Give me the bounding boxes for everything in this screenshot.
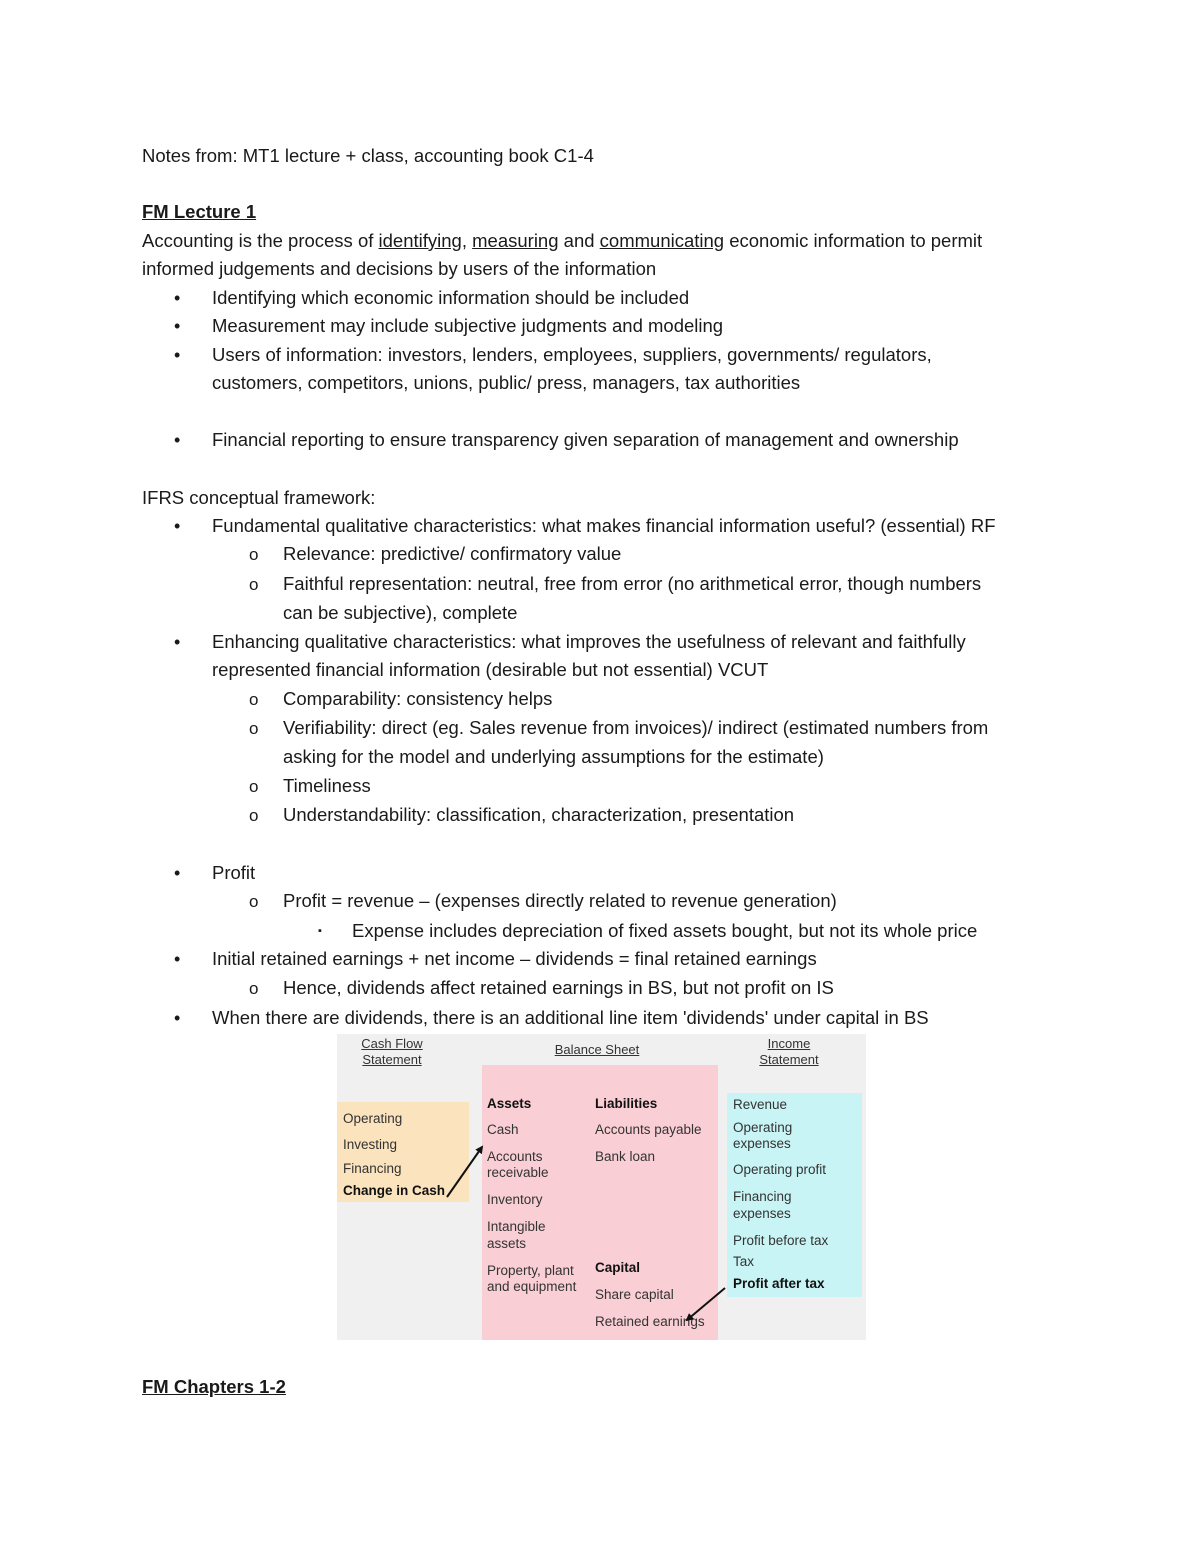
intro-separator: and xyxy=(558,230,600,251)
bullet-square: ▪ xyxy=(318,925,322,937)
bullet-dot: • xyxy=(174,516,181,536)
income-item: Profit before tax xyxy=(733,1233,829,1248)
bullet-dot: • xyxy=(174,632,181,652)
bullet-circle: o xyxy=(249,719,259,738)
bullet-dot: • xyxy=(174,1008,181,1028)
liability-item: Bank loan xyxy=(595,1149,656,1164)
bullet-circle: o xyxy=(249,690,259,709)
cash-link-arrow xyxy=(447,1147,482,1197)
retained-earnings-link-arrow xyxy=(687,1288,725,1320)
cash-flow-item: Operating xyxy=(343,1111,403,1126)
income-item: Tax xyxy=(733,1254,755,1269)
cash-flow-total: Change in Cash xyxy=(343,1183,446,1198)
income-total: Profit after tax xyxy=(733,1276,825,1291)
income-item: Revenue xyxy=(733,1097,788,1112)
liabilities-heading: Liabilities xyxy=(595,1096,658,1111)
sub-list-item: Understandability: classification, characterization, presentation xyxy=(283,804,795,825)
intro-line-2: informed judgements and decisions by users of the information xyxy=(142,258,657,279)
keyword-communicating: communicating xyxy=(599,230,725,251)
assets-heading: Assets xyxy=(487,1096,532,1111)
intro-separator: , xyxy=(461,230,473,251)
list-item-continuation: customers, competitors, unions, public/ press, managers, tax authorities xyxy=(212,372,801,393)
cash-flow-item: Financing xyxy=(343,1161,402,1176)
asset-item: and equipment xyxy=(487,1279,577,1294)
income-item: expenses xyxy=(733,1136,791,1151)
bullet-circle: o xyxy=(249,806,259,825)
bullet-dot: • xyxy=(174,430,181,450)
section-title-lecture-1: FM Lecture 1 xyxy=(142,201,257,222)
title-line: Income xyxy=(767,1036,811,1051)
asset-item: Property, plant xyxy=(487,1263,574,1278)
asset-item: Cash xyxy=(487,1122,519,1137)
income-item: Operating profit xyxy=(733,1162,827,1177)
income-item: Operating xyxy=(733,1120,793,1135)
sub-list-item: Relevance: predictive/ confirmatory value xyxy=(283,543,622,564)
title-line: Statement xyxy=(759,1052,819,1067)
bullet-circle: o xyxy=(249,545,259,564)
asset-item: Intangible xyxy=(487,1219,546,1234)
capital-item: Share capital xyxy=(595,1287,674,1302)
sub-list-item: Profit = revenue – (expenses directly related to revenue generation) xyxy=(283,890,837,911)
keyword-measuring: measuring xyxy=(472,230,559,251)
financial-statements-diagram xyxy=(337,1034,866,1340)
intro-line-1 xyxy=(142,230,982,252)
sub-list-item-continuation: can be subjective), complete xyxy=(283,602,518,623)
list-item: When there are dividends, there is an additional line item 'dividends' under capital in BS xyxy=(212,1007,929,1028)
income-item: expenses xyxy=(733,1206,791,1221)
sub-list-item: Hence, dividends affect retained earnings in BS, but not profit on IS xyxy=(283,977,834,998)
list-item: Profit xyxy=(212,862,256,883)
intro-text-after: economic information to permit xyxy=(724,230,983,251)
sub-list-item-continuation: asking for the model and underlying assumptions for the estimate) xyxy=(283,746,824,767)
list-item: Users of information: investors, lenders, employees, suppliers, governments/ regulators, xyxy=(212,344,932,365)
bullet-dot: • xyxy=(174,316,181,336)
title-line: Statement xyxy=(362,1052,422,1067)
list-item: Measurement may include subjective judgments and modeling xyxy=(212,315,724,336)
header-note: Notes from: MT1 lecture + class, accounting book C1-4 xyxy=(142,145,594,166)
bullet-dot: • xyxy=(174,288,181,308)
section-title-chapters: FM Chapters 1-2 xyxy=(142,1376,286,1397)
bullet-circle: o xyxy=(249,892,259,911)
bullet-circle: o xyxy=(249,979,259,998)
bullet-circle: o xyxy=(249,777,259,796)
income-item: Financing xyxy=(733,1189,792,1204)
list-item: Fundamental qualitative characteristics: what makes financial information useful? (essential) RF xyxy=(212,515,996,536)
list-item: Initial retained earnings + net income – dividends = final retained earnings xyxy=(212,948,817,969)
intro-text-before: Accounting is the process of xyxy=(142,230,379,251)
cash-flow-item: Investing xyxy=(343,1137,398,1152)
capital-heading: Capital xyxy=(595,1260,641,1275)
balance-sheet-title: Balance Sheet xyxy=(554,1042,640,1057)
list-item-continuation: represented financial information (desirable but not essential) VCUT xyxy=(212,659,769,680)
bullet-dot: • xyxy=(174,345,181,365)
sub-list-item: Faithful representation: neutral, free from error (no arithmetical error, though numbers xyxy=(283,573,982,594)
asset-item: Accounts xyxy=(487,1149,543,1164)
title-line: Cash Flow xyxy=(361,1036,423,1051)
asset-item: assets xyxy=(487,1236,527,1251)
list-item: Identifying which economic information should be included xyxy=(212,287,690,308)
bullet-dot: • xyxy=(174,863,181,883)
sub-sub-list-item: Expense includes depreciation of fixed assets bought, but not its whole price xyxy=(352,920,978,941)
asset-item: Inventory xyxy=(487,1192,543,1207)
list-item: Enhancing qualitative characteristics: what improves the usefulness of relevant and faithfully xyxy=(212,631,966,652)
asset-item: receivable xyxy=(487,1165,549,1180)
list-item: Financial reporting to ensure transparency given separation of management and ownership xyxy=(212,429,959,450)
liability-item: Accounts payable xyxy=(595,1122,702,1137)
sub-list-item: Comparability: consistency helps xyxy=(283,688,553,709)
keyword-identifying: identifying xyxy=(378,230,462,251)
bullet-dot: • xyxy=(174,949,181,969)
ifrs-heading: IFRS conceptual framework: xyxy=(142,487,376,508)
capital-item: Retained earnings xyxy=(595,1314,705,1329)
sub-list-item: Timeliness xyxy=(283,775,371,796)
link-arrows xyxy=(337,1034,866,1340)
sub-list-item: Verifiability: direct (eg. Sales revenue from invoices)/ indirect (estimated numbers from xyxy=(283,717,989,738)
bullet-circle: o xyxy=(249,575,259,594)
